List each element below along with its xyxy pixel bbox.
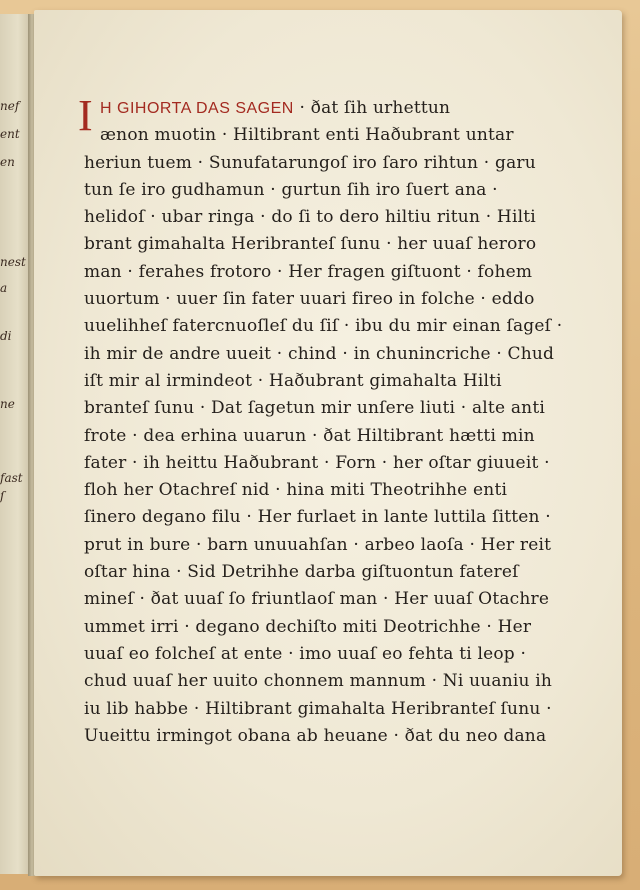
text-line: iſt mir al irmindeot · Haðubrant gimahalta Hilti (84, 370, 502, 391)
text-line (84, 95, 514, 122)
text-line: tun ſe iro gudhamun · gurtun ſih iro ſuert ana · (84, 179, 498, 200)
text-line: uuortum · uuer ſin fater uuari fireo in folche · eddo (84, 289, 535, 310)
left-page-fragment: ent (0, 127, 20, 141)
left-page-fragment: di (0, 329, 12, 343)
text-line: uuaſ eo folcheſ at ente · imo uuaſ eo fehta ti leop · (84, 643, 527, 664)
text-line: prut in bure · barn unuuahſan · arbeo laoſa · Her reit (84, 534, 552, 555)
left-page-fragment: nest (0, 255, 26, 269)
text-line: ih mir de andre uueit · chind · in chunincriche · Chud (84, 343, 555, 364)
text-line: heriun tuem · Sunufatarungoſ iro ſaro rihtun · garu (84, 152, 536, 173)
left-page-fragment: fast (0, 471, 23, 485)
text-line: chud uuaſ her uuito chonnem mannum · Ni uuaniu ih (84, 671, 553, 692)
text-line: ſinero degano filu · Her furlaet in lante luttila ſitten · (84, 507, 551, 528)
manuscript-text (84, 95, 563, 750)
illuminated-initial: I (78, 91, 93, 140)
text-line: iu lib habbe · Hiltibrant gimahalta Heribranteſ ſunu · (84, 698, 552, 719)
left-page-fragment: ne (0, 397, 15, 411)
text-line: uuelihheſ fatercnuoſleſ du ſiſ · ibu du mir einan ſageſ · (84, 316, 563, 337)
rubric-heading: H GIHORTA DAS SAGEN (100, 100, 294, 117)
left-page-edge (0, 14, 31, 874)
text-line: Uueittu irmingot obana ab heuane · ðat du neo dana (84, 725, 547, 746)
text-line: helidoſ · ubar ringa · do ſi to dero hiltiu ritun · Hilti (84, 207, 536, 228)
text-line: oſtar hina · Sid Detrihhe darba giſtuontun fatereſ (84, 562, 519, 583)
text-line: ænon muotin · Hiltibrant enti Haðubrant untar (100, 125, 514, 146)
left-page-fragment: ſ (0, 489, 5, 503)
text-line: ummet irri · degano dechiſto miti Deotrichhe · Her (84, 616, 532, 637)
heading-line-rest: · ðat ſih urhettun (293, 98, 451, 118)
text-line: branteſ ſunu · Dat ſagetun mir unſere liuti · alte anti (84, 398, 545, 419)
text-line: mineſ · ðat uuaſ ſo friuntlaoſ man · Her uuaſ Otachre (84, 589, 550, 610)
text-line: brant gimahalta Heribranteſ ſunu · her uuaſ heroro (84, 234, 537, 255)
left-page-fragment: nef (0, 99, 20, 113)
left-page-fragment: en (0, 155, 15, 169)
text-line: man · ferahes frotoro · Her fragen giſtuont · fohem (84, 261, 533, 282)
text-line: floh her Otachreſ nid · hina miti Theotrihhe enti (84, 480, 508, 501)
text-line: fater · ih heittu Haðubrant · Forn · her oſtar giuueit · (84, 452, 550, 473)
left-page-fragment: a (0, 281, 8, 295)
text-line: frote · dea erhina uuarun · ðat Hiltibrant hætti min (84, 425, 535, 446)
